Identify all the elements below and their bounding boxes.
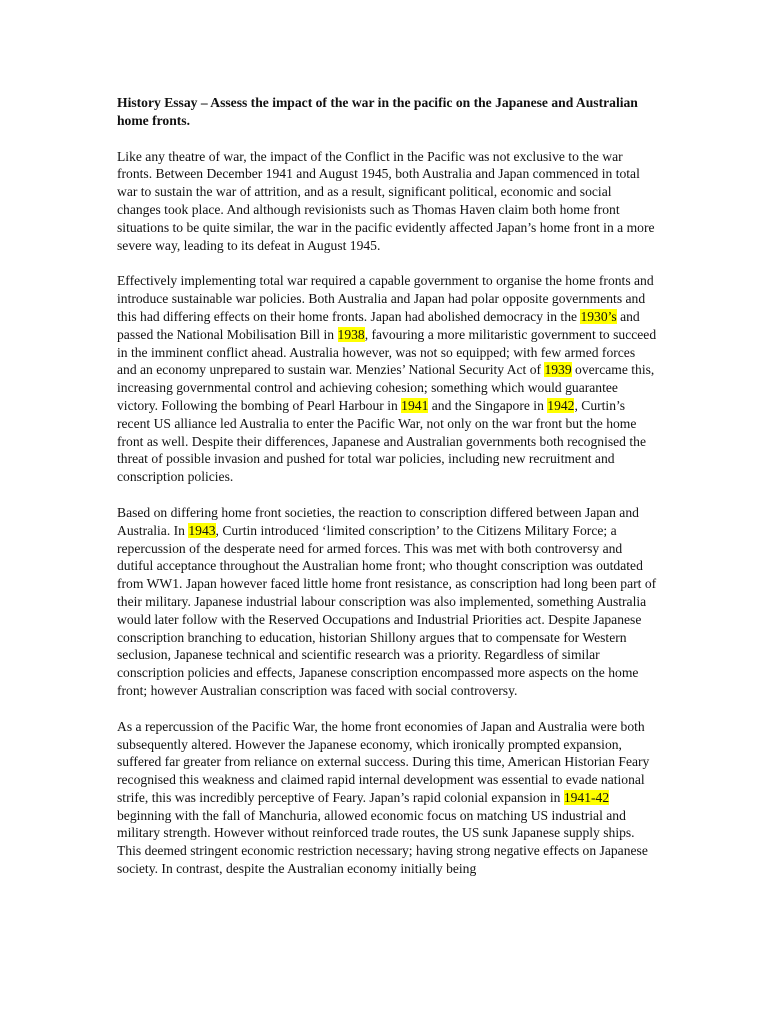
text-run: and the Singapore in	[428, 397, 548, 413]
paragraph-conscription	[117, 504, 657, 700]
highlighted-date: 1942	[547, 397, 575, 413]
text-run: Effectively implementing total war required a capable government to organise the home fronts and introduce sustainable war policies. Both Australia and Japan had polar opposite governments and this had differing effects on their home fronts. Japan had abolished democracy in the	[117, 273, 654, 324]
paragraph-introduction	[117, 148, 657, 255]
highlighted-date: 1941-42	[563, 789, 610, 805]
highlighted-date: 1930’s	[580, 308, 617, 324]
text-run: As a repercussion of the Pacific War, the home front economies of Japan and Australia were both subsequently altered. However the Japanese economy, which ironically prompted expansion, suffered far greater from reliance on external success. During this time, American Historian Feary recognised this weakness and claimed rapid internal development was essential to evade national strife, this was incredibly perceptive of Feary. Japan’s rapid colonial expansion in	[117, 718, 650, 805]
paragraph-government	[117, 272, 657, 486]
text-run: , Curtin’s recent US alliance led Australia to enter the Pacific War, not only on the war front but the home front as well. Despite their differences, Japanese and Australian governments both recognised the threat of possible invasion and pushed for total war policies, including new recruitment and conscription policies.	[117, 397, 646, 485]
highlighted-date: 1943	[188, 522, 216, 538]
text-run: Based on differing home front societies, the reaction to conscription differed between Japan and Australia. In	[117, 504, 639, 538]
document-page	[117, 94, 657, 896]
highlighted-date: 1941	[401, 397, 429, 413]
text-run: beginning with the fall of Manchuria, allowed economic focus on matching US industrial and military strength. However without reinforced trade routes, the US sunk Japanese supply ships. This deemed stringent economic restriction necessary; having strong negative effects on Japanese society. In contrast, despite the Australian economy initially being	[117, 807, 648, 877]
highlighted-date: 1939	[544, 362, 572, 378]
text-run: overcame this, increasing governmental control and achieving cohesion; something which would guarantee victory. Following the bombing of Pearl Harbour in	[117, 362, 655, 413]
paragraph-economy	[117, 718, 657, 878]
essay-title: History Essay – Assess the impact of the war in the pacific on the Japanese and Australian home fronts.	[117, 95, 638, 128]
highlighted-date: 1938	[337, 326, 365, 342]
text-run: and passed the National Mobilisation Bill in	[117, 308, 640, 342]
text-run: , Curtin introduced ‘limited conscription’ to the Citizens Military Force; a repercussion of the desperate need for armed forces. This was met with both controversy and dutiful acceptance throughout the Australian home front; who thought conscription was outdated from WW1. Japan however faced little home front resistance, as conscription had long been part of their military. Japanese industrial labour conscription was also implemented, something Australia would later follow with the Reserved Occupations and Industrial Priorities act. Despite Japanese conscription branching to education, historian Shillony argues that to compensate for Western seclusion, Japanese technical and scientific research was a priority. Regardless of similar conscription policies and effects, Japanese conscription encompassed more aspects on the home front; however Australian conscription was faced with social controversy.	[117, 522, 657, 698]
text-run: Like any theatre of war, the impact of the Conflict in the Pacific was not exclusive to the war fronts. Between December 1941 and August 1945, both Australia and Japan commenced in total war to sustain the war of attrition, and as a result, significant political, economic and social changes took place. And although revisionists such as Thomas Haven claim both home front situations to be quite similar, the war in the pacific evidently affected Japan’s home front in a more severe way, leading to its defeat in August 1945.	[117, 148, 655, 253]
text-run: , favouring a more militaristic government to succeed in the imminent conflict ahead. Australia however, was not so equipped; with few armed forces and an economy unprepared to sustain war. Menzies’ National Security Act of	[117, 326, 657, 378]
